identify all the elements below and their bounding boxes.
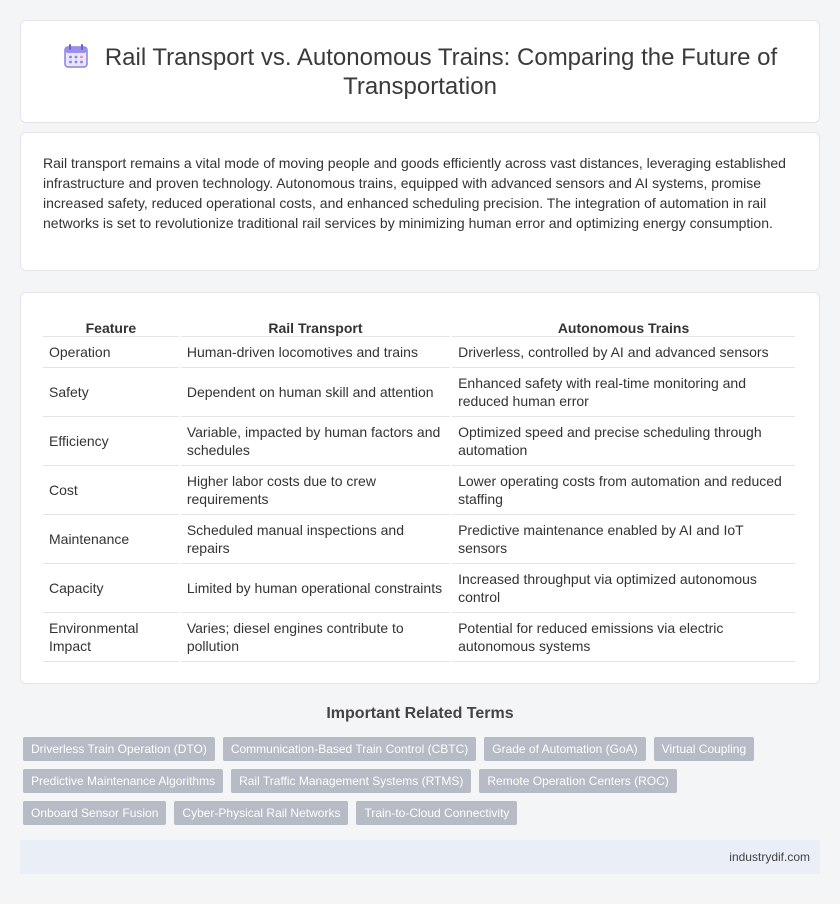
cell-autonomous-trains: Predictive maintenance enabled by AI and IoT sensors [452, 515, 795, 564]
intro-paragraph: Rail transport remains a vital mode of moving people and goods efficiently across vast distances, leveraging established infrastructure and proven technology. Autonomous trains, equipped with advanced sensors and AI systems, promise increased safety, reduced operational costs, and enhanced scheduling precision. The integration of automation in rail networks is set to revolutionize traditional rail services by minimizing human error and optimizing energy consumption. [43, 155, 786, 231]
cell-autonomous-trains: Lower operating costs from automation and reduced staffing [452, 466, 795, 515]
cell-rail-transport: Scheduled manual inspections and repairs [181, 515, 450, 564]
related-tag[interactable]: Communication-Based Train Control (CBTC) [223, 737, 476, 761]
related-tag[interactable]: Driverless Train Operation (DTO) [23, 737, 215, 761]
cell-feature: Safety [43, 368, 179, 417]
comparison-table-card [20, 292, 820, 684]
related-tag[interactable]: Predictive Maintenance Algorithms [23, 769, 223, 793]
related-tag[interactable]: Virtual Coupling [654, 737, 755, 761]
table-header-row [43, 315, 795, 337]
table-row [43, 368, 795, 417]
page-title-text: Rail Transport vs. Autonomous Trains: Comparing the Future of Transportation [104, 43, 778, 100]
cell-feature: Efficiency [43, 417, 179, 466]
cell-feature: Cost [43, 466, 179, 515]
intro-card [20, 132, 820, 271]
title-card [20, 20, 820, 123]
header-autonomous-trains: Autonomous Trains [452, 315, 795, 337]
cell-rail-transport: Varies; diesel engines contribute to pollution [181, 613, 450, 662]
cell-rail-transport: Higher labor costs due to crew requirements [181, 466, 450, 515]
calendar-grid-icon [63, 43, 89, 69]
cell-rail-transport: Limited by human operational constraints [181, 564, 450, 613]
related-terms-tags [23, 737, 823, 825]
cell-feature: Capacity [43, 564, 179, 613]
related-tag[interactable]: Remote Operation Centers (ROC) [479, 769, 676, 793]
table-row [43, 466, 795, 515]
cell-feature: Environmental Impact [43, 613, 179, 662]
cell-feature: Maintenance [43, 515, 179, 564]
table-row [43, 564, 795, 613]
cell-autonomous-trains: Enhanced safety with real-time monitoring and reduced human error [452, 368, 795, 417]
page-title [51, 43, 789, 101]
related-tag[interactable]: Rail Traffic Management Systems (RTMS) [231, 769, 471, 793]
header-feature: Feature [43, 315, 179, 337]
cell-rail-transport: Variable, impacted by human factors and schedules [181, 417, 450, 466]
related-tag[interactable]: Grade of Automation (GoA) [484, 737, 645, 761]
cell-rail-transport: Human-driven locomotives and trains [181, 337, 450, 368]
table-row [43, 337, 795, 368]
cell-autonomous-trains: Potential for reduced emissions via electric autonomous systems [452, 613, 795, 662]
related-terms-heading: Important Related Terms [326, 705, 514, 722]
footer-site-link[interactable]: industrydif.com [729, 850, 810, 864]
cell-autonomous-trains: Increased throughput via optimized autonomous control [452, 564, 795, 613]
cell-feature: Operation [43, 337, 179, 368]
cell-autonomous-trains: Driverless, controlled by AI and advanced sensors [452, 337, 795, 368]
table-row [43, 515, 795, 564]
related-tag[interactable]: Train-to-Cloud Connectivity [356, 801, 517, 825]
related-tag[interactable]: Onboard Sensor Fusion [23, 801, 166, 825]
cell-autonomous-trains: Optimized speed and precise scheduling through automation [452, 417, 795, 466]
table-row [43, 613, 795, 662]
header-rail-transport: Rail Transport [181, 315, 450, 337]
footer [20, 840, 820, 874]
table-row [43, 417, 795, 466]
comparison-table [41, 315, 797, 662]
cell-rail-transport: Dependent on human skill and attention [181, 368, 450, 417]
related-tag[interactable]: Cyber-Physical Rail Networks [174, 801, 348, 825]
